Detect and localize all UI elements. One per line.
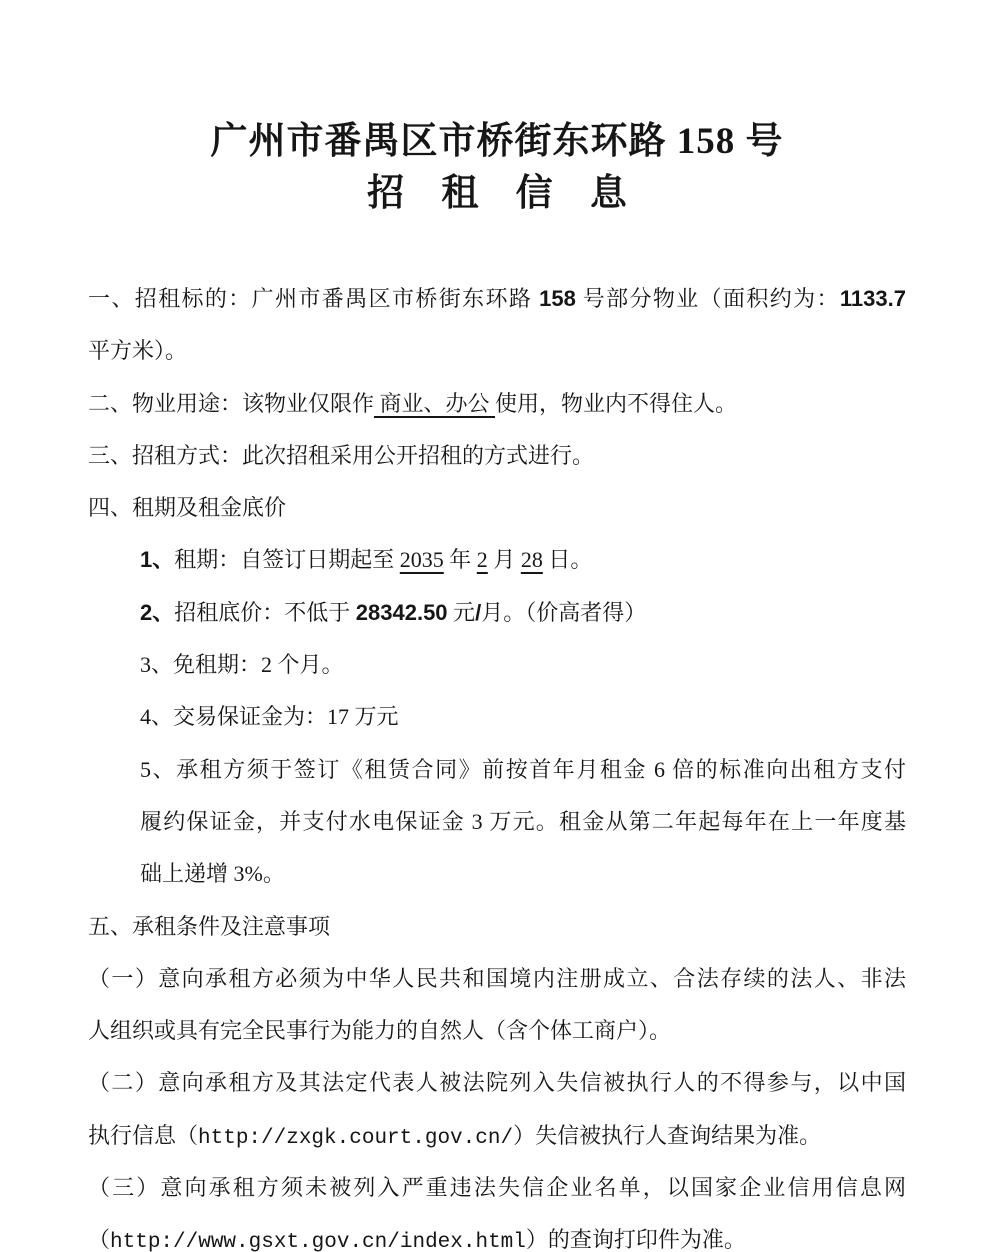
item-1-line-1 xyxy=(88,273,906,325)
text-run: 租期：自签订日期起至 xyxy=(174,547,400,573)
text-run: 四、租期及租金底价 xyxy=(88,495,287,521)
condition-3-line-1 xyxy=(88,1162,906,1214)
text-run: 、 xyxy=(152,547,175,573)
text-run: 4、交易保证金为：17 万元 xyxy=(140,704,399,730)
text-run: 元 xyxy=(447,599,476,625)
document-title: 广州市番禺区市桥街东环路 158 号 xyxy=(210,121,784,162)
text-run: ）的查询打印件为准。 xyxy=(525,1227,746,1252)
text-run: 五、承租条件及注意事项 xyxy=(88,913,331,939)
text-run: / xyxy=(475,599,482,625)
text-run: （一）意向承租方必须为中华人民共和国境内注册成立、合法存续的法人、非法 xyxy=(88,965,906,991)
condition-1-line-1 xyxy=(88,953,906,1005)
condition-2-line-1 xyxy=(88,1057,906,1109)
text-run: 础上递增 3%。 xyxy=(140,861,285,887)
text-run: 平方米）。 xyxy=(88,338,188,364)
text-run: （二）意向承租方及其法定代表人被法院列入失信被执行人的不得参与，以中国 xyxy=(88,1070,906,1096)
underlined-text: 2 xyxy=(476,547,488,573)
text-run: ）失信被执行人查询结果为准。 xyxy=(513,1122,822,1148)
text-run: 人组织或具有完全民事行为能力的自然人（含个体工商户）。 xyxy=(88,1018,672,1044)
underlined-text: 商业、办公 xyxy=(374,390,496,416)
item-1-line-2 xyxy=(88,325,906,377)
condition-1-line-2 xyxy=(88,1005,906,1057)
text-run: 2 xyxy=(140,599,153,625)
document-lines xyxy=(88,273,906,1252)
text-run: （三）意向承租方须未被列入严重违法失信企业名单，以国家企业信用信息网 xyxy=(88,1175,906,1201)
underlined-text: 28 xyxy=(520,547,543,573)
text-run: 3、免租期：2 个月。 xyxy=(140,652,344,678)
text-run: 年 xyxy=(443,547,477,573)
sub-item-5-line-3 xyxy=(88,848,906,900)
document-title-block xyxy=(88,116,906,220)
text-run: 28342.50 xyxy=(355,599,448,625)
underlined-text: 2035 xyxy=(399,547,444,573)
sub-item-5-line-2 xyxy=(88,796,906,848)
sub-item-2-base-rent xyxy=(88,587,906,639)
item-2-line xyxy=(88,378,906,430)
text-run: 使用，物业内不得住人。 xyxy=(495,390,738,416)
text-run: 1 xyxy=(140,547,153,573)
text-run: 一、招租标的：广州市番禺区市桥街东环路 xyxy=(88,286,540,311)
condition-3-line-2 xyxy=(88,1214,906,1252)
sub-item-3-rent-free-period xyxy=(88,639,906,691)
text-run: 招租底价：不低于 xyxy=(174,599,356,625)
item-3-line xyxy=(88,430,906,482)
text-run: 履约保证金，并支付水电保证金 3 万元。租金从第二年起每年在上一年度基 xyxy=(140,808,906,834)
text-run: 月。（价高者得） xyxy=(481,599,647,625)
text-run: 三、招租方式：此次招租采用公开招租的方式进行。 xyxy=(88,442,595,468)
text-run: （ xyxy=(88,1227,111,1252)
item-4-heading xyxy=(88,482,906,534)
sub-item-5-line-1 xyxy=(88,744,906,796)
text-run: 日。 xyxy=(542,547,593,573)
url-text: http://zxgk.court.gov.cn/ xyxy=(198,1126,514,1150)
text-run: 二、物业用途：该物业仅限作 xyxy=(88,390,375,416)
text-run: 月 xyxy=(487,547,521,573)
text-run: 执行信息（ xyxy=(88,1122,199,1148)
sub-item-1-lease-term xyxy=(88,534,906,586)
condition-2-line-2 xyxy=(88,1110,906,1162)
document-subtitle: 招 租 信 息 xyxy=(367,173,641,214)
text-run: 、 xyxy=(152,599,175,625)
sub-item-4-transaction-deposit xyxy=(88,691,906,743)
text-run: 1133.7 xyxy=(839,286,906,311)
url-text: http://www.gsxt.gov.cn/index.html xyxy=(110,1231,526,1252)
item-5-heading xyxy=(88,901,906,953)
text-run: 号部分物业（面积约为： xyxy=(575,286,840,311)
text-run: 158 xyxy=(539,286,576,311)
text-run: 5、承租方须于签订《租赁合同》前按首年月租金 6 倍的标准向出租方支付 xyxy=(140,756,906,782)
